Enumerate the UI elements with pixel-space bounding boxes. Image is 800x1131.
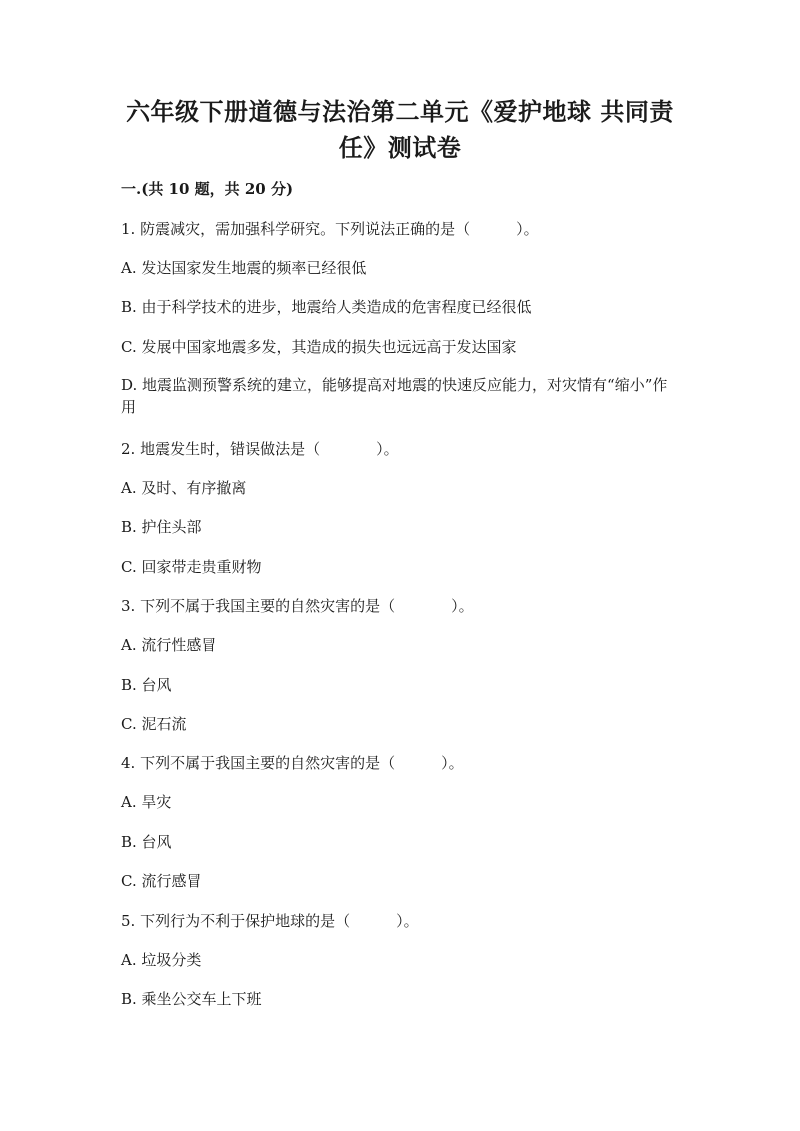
question-3-option-c: C. 泥石流 [121,715,187,733]
question-1-option-c: C. 发展中国家地震多发，其造成的损失也远远高于发达国家 [121,338,517,356]
question-3-option-b: B. 台风 [121,676,172,694]
title-line-1: 六年级下册道德与法治第二单元《爱护地球 共同责 [126,97,674,126]
question-4-stem: 4. 下列不属于我国主要的自然灾害的是（ ）。 [121,754,464,772]
section-heading: 一.(共 10 题，共 20 分) [121,180,294,198]
question-3-option-a: A. 流行性感冒 [121,636,217,654]
question-2-option-b: B. 护住头部 [121,518,202,536]
question-2-option-a: A. 及时、有序撤离 [121,479,247,497]
question-4-option-b: B. 台风 [121,833,172,851]
question-2-stem: 2. 地震发生时，错误做法是（ ）。 [121,440,399,458]
question-4-option-c: C. 流行感冒 [121,872,202,890]
question-5-option-b: B. 乘坐公交车上下班 [121,990,262,1008]
question-3-stem: 3. 下列不属于我国主要的自然灾害的是（ ）。 [121,597,474,615]
title-line-2: 任》测试卷 [338,133,462,162]
question-1-option-d: D. 地震监测预警系统的建立，能够提高对地震的快速反应能力，对灾情有“缩小”作用 [121,376,668,416]
question-1-stem: 1. 防震减灾，需加强科学研究。下列说法正确的是（ ）。 [121,220,539,238]
page-title [110,94,690,166]
question-5-option-a: A. 垃圾分类 [121,951,202,969]
question-5-stem: 5. 下列行为不利于保护地球的是（ ）。 [121,912,419,930]
question-2-option-c: C. 回家带走贵重财物 [121,558,262,576]
question-1-option-b: B. 由于科学技术的进步，地震给人类造成的危害程度已经很低 [121,298,532,316]
question-4-option-a: A. 旱灾 [121,793,172,811]
question-1-option-a: A. 发达国家发生地震的频率已经很低 [121,259,367,277]
